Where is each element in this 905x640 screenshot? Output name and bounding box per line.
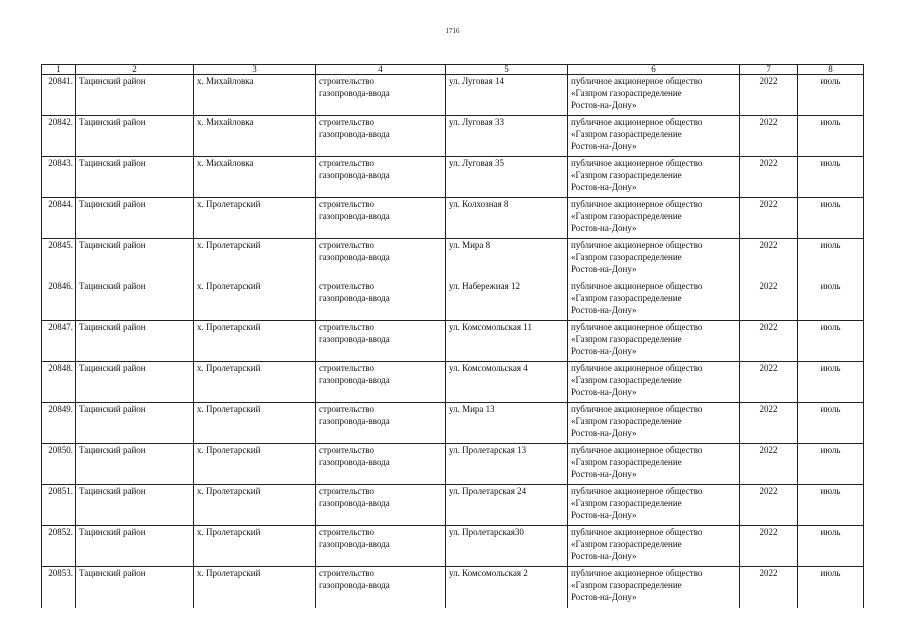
work-type-cell <box>316 280 446 321</box>
table-row <box>42 198 864 239</box>
organization-line: «Газпром газораспределение <box>571 498 682 508</box>
organization-line: публичное акционерное общество <box>571 280 703 291</box>
district-cell <box>76 239 194 280</box>
district-cell <box>76 280 194 321</box>
organization-line: публичное акционерное общество <box>571 76 703 86</box>
month-cell <box>798 403 864 444</box>
row-number-cell <box>42 485 76 526</box>
month-cell <box>798 198 864 239</box>
table-row <box>42 444 864 485</box>
address-cell <box>446 567 568 608</box>
organization-line: публичное акционерное общество <box>571 486 703 496</box>
locality-cell <box>194 567 316 608</box>
work-type-cell <box>316 567 446 608</box>
row-number-cell <box>42 157 76 198</box>
organization-line: публичное акционерное общество <box>571 445 703 455</box>
work-type-cell <box>316 362 446 403</box>
district-cell <box>76 526 194 567</box>
locality-cell <box>194 116 316 157</box>
row-number-cell <box>42 362 76 403</box>
organization-line: «Газпром газораспределение <box>571 416 682 426</box>
locality-text: х. Михайловка <box>197 117 254 127</box>
work-type-cell <box>316 526 446 567</box>
month-cell <box>798 116 864 157</box>
month-text: июль <box>820 240 841 250</box>
work-type-cell <box>316 444 446 485</box>
month-cell <box>798 280 864 321</box>
table-row <box>42 239 864 280</box>
work-type-line: газопровода-ввода <box>319 334 390 344</box>
organization-line: публичное акционерное общество <box>571 527 703 537</box>
work-type-line: строительство <box>319 486 374 496</box>
organization-cell <box>568 75 740 116</box>
column-header-2: 2 <box>76 65 194 75</box>
locality-text: х. Пролетарский <box>197 404 261 414</box>
address-text: ул. Мира 13 <box>449 404 495 414</box>
work-type-cell <box>316 198 446 239</box>
address-cell <box>446 157 568 198</box>
district-cell <box>76 362 194 403</box>
address-cell <box>446 321 568 362</box>
column-number-row <box>42 65 864 75</box>
organization-line: публичное акционерное общество <box>571 158 703 168</box>
work-type-line: строительство <box>319 445 374 455</box>
month-text: июль <box>820 445 841 455</box>
work-type-line: газопровода-ввода <box>319 416 390 426</box>
organization-line: «Газпром газораспределение <box>571 211 682 221</box>
organization-cell <box>568 321 740 362</box>
locality-cell <box>194 444 316 485</box>
work-type-line: строительство <box>319 322 374 332</box>
organization-line: публичное акционерное общество <box>571 240 703 250</box>
row-number-cell <box>42 198 76 239</box>
page-number: 1716 <box>445 27 460 35</box>
organization-cell <box>568 485 740 526</box>
work-type-line: газопровода-ввода <box>319 252 390 262</box>
locality-text: х. Михайловка <box>197 76 254 86</box>
work-type-line: газопровода-ввода <box>319 88 390 98</box>
month-text: июль <box>820 363 841 373</box>
address-text: ул. Набережная 12 <box>449 280 520 291</box>
district-text: Тацинский район <box>79 322 146 332</box>
district-text: Тацинский район <box>79 158 146 168</box>
month-cell <box>798 526 864 567</box>
locality-text: х. Пролетарский <box>197 280 261 291</box>
work-type-cell <box>316 403 446 444</box>
year-cell <box>740 362 798 403</box>
organization-line: Ростов-на-Дону» <box>571 141 637 151</box>
year-text: 2022 <box>759 486 778 496</box>
table-row <box>42 75 864 116</box>
month-text: июль <box>820 199 841 209</box>
organization-line: Ростов-на-Дону» <box>571 346 637 356</box>
address-cell <box>446 280 568 321</box>
organization-line: «Газпром газораспределение <box>571 539 682 549</box>
work-type-line: строительство <box>319 363 374 373</box>
address-cell <box>446 444 568 485</box>
locality-text: х. Пролетарский <box>197 486 261 496</box>
organization-cell <box>568 403 740 444</box>
locality-text: х. Пролетарский <box>197 322 261 332</box>
work-type-line: строительство <box>319 240 374 250</box>
row-number: 20846. <box>48 280 73 291</box>
district-cell <box>76 157 194 198</box>
organization-line: «Газпром газораспределение <box>571 88 682 98</box>
district-text: Тацинский район <box>79 527 146 537</box>
address-cell <box>446 403 568 444</box>
work-type-line: газопровода-ввода <box>319 129 390 139</box>
month-cell <box>798 485 864 526</box>
month-text: июль <box>820 158 841 168</box>
organization-line: «Газпром газораспределение <box>571 334 682 344</box>
locality-cell <box>194 75 316 116</box>
address-cell <box>446 362 568 403</box>
organization-cell <box>568 198 740 239</box>
locality-cell <box>194 321 316 362</box>
work-type-cell <box>316 485 446 526</box>
work-type-line: газопровода-ввода <box>319 580 390 590</box>
row-number: 20849. <box>48 404 73 414</box>
organization-line: «Газпром газораспределение <box>571 457 682 467</box>
month-cell <box>798 75 864 116</box>
month-cell <box>798 444 864 485</box>
address-text: ул. Луговая 35 <box>449 158 504 168</box>
address-text: ул. Комсомольская 4 <box>449 363 528 373</box>
address-cell <box>446 116 568 157</box>
month-text: июль <box>820 568 841 578</box>
locality-text: х. Пролетарский <box>197 527 261 537</box>
district-text: Тацинский район <box>79 280 146 291</box>
locality-cell <box>194 362 316 403</box>
row-number: 20852. <box>48 527 73 537</box>
year-cell <box>740 75 798 116</box>
year-cell <box>740 198 798 239</box>
address-cell <box>446 75 568 116</box>
row-number-cell <box>42 444 76 485</box>
district-text: Тацинский район <box>79 240 146 250</box>
address-text: ул. Луговая 14 <box>449 76 504 86</box>
organization-cell <box>568 444 740 485</box>
organization-line: публичное акционерное общество <box>571 363 703 373</box>
organization-cell <box>568 116 740 157</box>
work-type-line: строительство <box>319 76 374 86</box>
row-number-cell <box>42 280 76 321</box>
year-cell <box>740 280 798 321</box>
organization-line: публичное акционерное общество <box>571 199 703 209</box>
organization-line: «Газпром газораспределение <box>571 292 682 303</box>
row-number-cell <box>42 567 76 608</box>
month-cell <box>798 239 864 280</box>
row-number: 20850. <box>48 445 73 455</box>
district-text: Тацинский район <box>79 486 146 496</box>
year-text: 2022 <box>759 117 778 127</box>
work-type-cell <box>316 321 446 362</box>
address-text: ул. Колхозная 8 <box>449 199 509 209</box>
month-text: июль <box>820 404 841 414</box>
locality-cell <box>194 280 316 321</box>
locality-text: х. Пролетарский <box>197 363 261 373</box>
table-row <box>42 362 864 403</box>
row-number: 20847. <box>48 322 73 332</box>
row-number: 20844. <box>48 199 73 209</box>
row-number-cell <box>42 526 76 567</box>
address-cell <box>446 526 568 567</box>
month-cell <box>798 157 864 198</box>
year-cell <box>740 321 798 362</box>
table-row <box>42 157 864 198</box>
locality-cell <box>194 198 316 239</box>
registry-table <box>41 64 864 608</box>
month-text: июль <box>820 527 841 537</box>
year-text: 2022 <box>759 158 778 168</box>
year-cell <box>740 116 798 157</box>
year-cell <box>740 567 798 608</box>
year-text: 2022 <box>759 322 778 332</box>
month-text: июль <box>820 117 841 127</box>
month-text: июль <box>820 76 841 86</box>
column-header-8: 8 <box>798 65 864 75</box>
district-text: Тацинский район <box>79 117 146 127</box>
organization-line: «Газпром газораспределение <box>571 129 682 139</box>
organization-line: Ростов-на-Дону» <box>571 428 637 438</box>
work-type-line: строительство <box>319 117 374 127</box>
work-type-line: газопровода-ввода <box>319 539 390 549</box>
organization-cell <box>568 239 740 280</box>
organization-line: Ростов-на-Дону» <box>571 223 637 233</box>
work-type-line: газопровода-ввода <box>319 292 390 303</box>
table-row <box>42 567 864 608</box>
column-header-5: 5 <box>446 65 568 75</box>
address-text: ул. Мира 8 <box>449 240 491 250</box>
work-type-line: газопровода-ввода <box>319 457 390 467</box>
organization-line: Ростов-на-Дону» <box>571 182 637 192</box>
organization-line: Ростов-на-Дону» <box>571 100 637 110</box>
organization-line: Ростов-на-Дону» <box>571 510 637 520</box>
row-number-cell <box>42 403 76 444</box>
year-text: 2022 <box>759 404 778 414</box>
organization-line: публичное акционерное общество <box>571 404 703 414</box>
locality-text: х. Пролетарский <box>197 199 261 209</box>
year-cell <box>740 485 798 526</box>
district-text: Тацинский район <box>79 445 146 455</box>
row-number-cell <box>42 321 76 362</box>
organization-line: публичное акционерное общество <box>571 117 703 127</box>
year-text: 2022 <box>759 199 778 209</box>
month-cell <box>798 567 864 608</box>
district-text: Тацинский район <box>79 199 146 209</box>
month-text: июль <box>820 280 841 291</box>
table-row <box>42 321 864 362</box>
column-header-7: 7 <box>740 65 798 75</box>
organization-line: «Газпром газораспределение <box>571 580 682 590</box>
row-number: 20845. <box>48 240 73 250</box>
address-text: ул. Пролетарская30 <box>449 527 524 537</box>
column-header-6: 6 <box>568 65 740 75</box>
work-type-line: газопровода-ввода <box>319 498 390 508</box>
month-text: июль <box>820 322 841 332</box>
locality-cell <box>194 403 316 444</box>
work-type-line: строительство <box>319 568 374 578</box>
row-number: 20842. <box>48 117 73 127</box>
month-cell <box>798 362 864 403</box>
table-row <box>42 526 864 567</box>
organization-cell <box>568 280 740 321</box>
year-text: 2022 <box>759 445 778 455</box>
row-number-cell <box>42 239 76 280</box>
organization-line: Ростов-на-Дону» <box>571 592 637 602</box>
address-cell <box>446 239 568 280</box>
month-cell <box>798 321 864 362</box>
organization-line: публичное акционерное общество <box>571 322 703 332</box>
table-header <box>42 65 864 75</box>
address-cell <box>446 198 568 239</box>
row-number: 20848. <box>48 363 73 373</box>
column-header-4: 4 <box>316 65 446 75</box>
work-type-line: строительство <box>319 280 374 291</box>
district-cell <box>76 321 194 362</box>
work-type-cell <box>316 116 446 157</box>
year-text: 2022 <box>759 76 778 86</box>
work-type-cell <box>316 157 446 198</box>
table-row <box>42 403 864 444</box>
column-header-3: 3 <box>194 65 316 75</box>
address-text: ул. Комсомольская 11 <box>449 322 532 332</box>
address-cell <box>446 485 568 526</box>
work-type-line: строительство <box>319 199 374 209</box>
organization-cell <box>568 362 740 403</box>
address-text: ул. Комсомольская 2 <box>449 568 528 578</box>
organization-line: Ростов-на-Дону» <box>571 264 637 274</box>
row-number-cell <box>42 75 76 116</box>
district-cell <box>76 116 194 157</box>
organization-cell <box>568 567 740 608</box>
locality-text: х. Пролетарский <box>197 445 261 455</box>
table-row <box>42 280 864 321</box>
row-number: 20841. <box>48 76 73 86</box>
district-text: Тацинский район <box>79 568 146 578</box>
organization-cell <box>568 157 740 198</box>
locality-cell <box>194 526 316 567</box>
work-type-line: газопровода-ввода <box>319 170 390 180</box>
locality-cell <box>194 157 316 198</box>
locality-text: х. Пролетарский <box>197 568 261 578</box>
organization-line: Ростов-на-Дону» <box>571 551 637 561</box>
year-text: 2022 <box>759 363 778 373</box>
work-type-line: газопровода-ввода <box>319 211 390 221</box>
work-type-line: строительство <box>319 527 374 537</box>
row-number-cell <box>42 116 76 157</box>
district-cell <box>76 444 194 485</box>
district-cell <box>76 75 194 116</box>
organization-cell <box>568 526 740 567</box>
organization-line: Ростов-на-Дону» <box>571 304 637 315</box>
year-text: 2022 <box>759 240 778 250</box>
locality-text: х. Михайловка <box>197 158 254 168</box>
table-body <box>42 75 864 608</box>
work-type-cell <box>316 75 446 116</box>
work-type-line: газопровода-ввода <box>319 375 390 385</box>
year-cell <box>740 526 798 567</box>
locality-cell <box>194 239 316 280</box>
address-text: ул. Пролетарская 13 <box>449 445 527 455</box>
district-cell <box>76 567 194 608</box>
organization-line: Ростов-на-Дону» <box>571 387 637 397</box>
organization-line: публичное акционерное общество <box>571 568 703 578</box>
organization-line: «Газпром газораспределение <box>571 170 682 180</box>
table-row <box>42 485 864 526</box>
organization-line: «Газпром газораспределение <box>571 252 682 262</box>
district-cell <box>76 198 194 239</box>
locality-text: х. Пролетарский <box>197 240 261 250</box>
work-type-cell <box>316 239 446 280</box>
address-text: ул. Луговая 33 <box>449 117 504 127</box>
row-number: 20843. <box>48 158 73 168</box>
district-cell <box>76 403 194 444</box>
year-cell <box>740 157 798 198</box>
district-text: Тацинский район <box>79 363 146 373</box>
year-text: 2022 <box>759 568 778 578</box>
district-cell <box>76 485 194 526</box>
row-number: 20851. <box>48 486 73 496</box>
year-cell <box>740 444 798 485</box>
work-type-line: строительство <box>319 404 374 414</box>
organization-line: «Газпром газораспределение <box>571 375 682 385</box>
table-row <box>42 116 864 157</box>
organization-line: Ростов-на-Дону» <box>571 469 637 479</box>
year-cell <box>740 403 798 444</box>
district-text: Тацинский район <box>79 76 146 86</box>
address-text: ул. Пролетарская 24 <box>449 486 527 496</box>
year-cell <box>740 239 798 280</box>
year-text: 2022 <box>759 527 778 537</box>
month-text: июль <box>820 486 841 496</box>
district-text: Тацинский район <box>79 404 146 414</box>
locality-cell <box>194 485 316 526</box>
year-text: 2022 <box>759 280 778 291</box>
work-type-line: строительство <box>319 158 374 168</box>
column-header-1: 1 <box>42 65 76 75</box>
row-number: 20853. <box>48 568 73 578</box>
